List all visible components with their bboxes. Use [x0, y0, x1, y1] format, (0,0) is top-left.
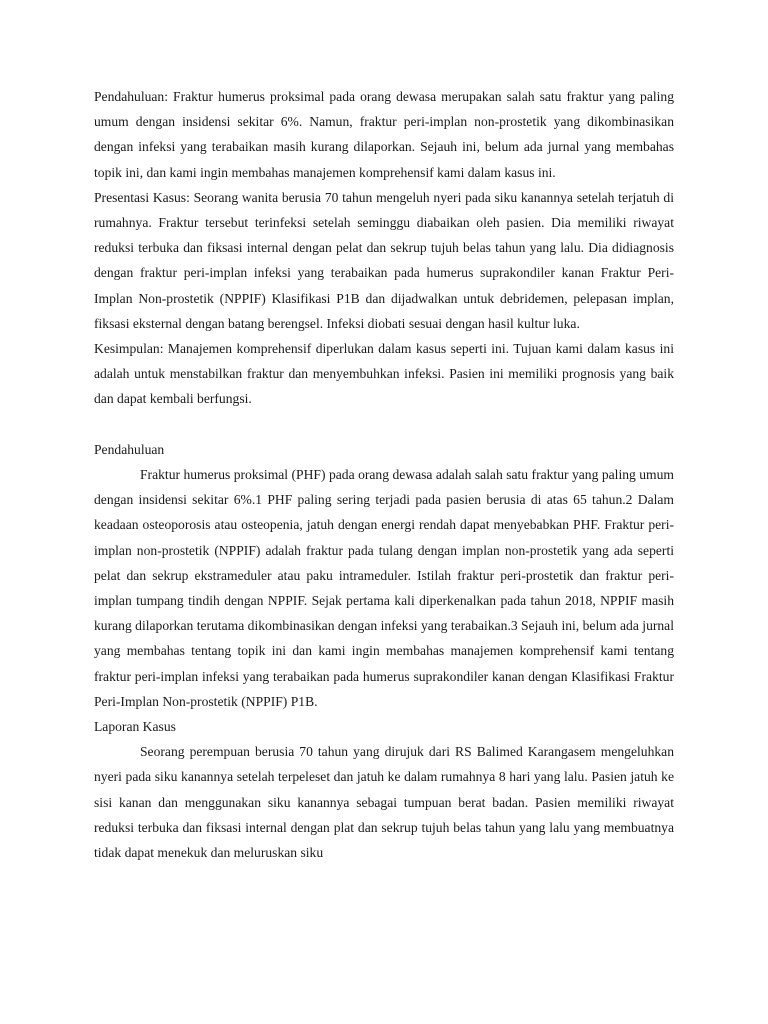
- introduction-paragraph: Fraktur humerus proksimal (PHF) pada orang dewasa adalah salah satu fraktur yang paling umum dengan insidensi sekitar 6%.1 PHF paling sering terjadi pada pasien berusia di atas 65 tahun.2 Dalam keadaan osteoporosis atau osteopenia, jatuh dengan energi rendah dapat menyebabkan PHF. Fraktur peri-implan non-prostetik (NPPIF) adalah fraktur pada tulang dengan implan non-prostetik yang ada seperti pelat dan sekrup ekstrameduler atau paku intrameduler. Istilah fraktur peri-prostetik dan fraktur peri-implan tumpang tindih dengan NPPIF. Sejak pertama kali diperkenalkan pada tahun 2018, NPPIF masih kurang dilaporkan terutama dikombinasikan dengan infeksi yang terabaikan.3 Sejauh ini, belum ada jurnal yang membahas tentang topik ini dan kami ingin membahas manajemen komprehensif kami tentang fraktur peri-implan infeksi yang terabaikan pada humerus suprakondiler kanan dengan Klasifikasi Fraktur Peri-Implan Non-prostetik (NPPIF) P1B.: [94, 467, 674, 709]
- case-report-heading: Laporan Kasus: [94, 719, 176, 735]
- document-page: [94, 84, 674, 865]
- case-report-paragraph: Seorang perempuan berusia 70 tahun yang dirujuk dari RS Balimed Karangasem mengeluhkan nyeri pada siku kanannya setelah terpeleset dan jatuh ke dalam rumahnya 8 hari yang lalu. Pasien jatuh ke sisi kanan dan menggunakan siku kanannya sebagai tumpuan berat badan. Pasien memiliki riwayat reduksi terbuka dan fiksasi internal dengan plat dan sekrup tujuh belas tahun yang lalu yang membuatnya tidak dapat menekuk dan meluruskan siku: [94, 744, 674, 861]
- abstract-case-presentation-paragraph: Presentasi Kasus: Seorang wanita berusia 70 tahun mengeluh nyeri pada siku kanannya setelah terjatuh di rumahnya. Fraktur tersebut terinfeksi setelah seminggu diabaikan oleh pasien. Dia memiliki riwayat reduksi terbuka dan fiksasi internal dengan pelat dan sekrup tujuh belas tahun yang lalu. Dia didiagnosis dengan fraktur peri-implan infeksi yang terabaikan pada humerus suprakondiler kanan Fraktur Peri-Implan Non-prostetik (NPPIF) Klasifikasi P1B dan dijadwalkan untuk debridemen, pelepasan implan, fiksasi eksternal dengan batang berengsel. Infeksi diobati sesuai dengan hasil kultur luka.: [94, 189, 674, 331]
- introduction-heading: Pendahuluan: [94, 441, 165, 457]
- abstract-introduction-paragraph: Pendahuluan: Fraktur humerus proksimal pada orang dewasa merupakan salah satu fraktur yang paling umum dengan insidensi sekitar 6%. Namun, fraktur peri-implan non-prostetik yang dikombinasikan dengan infeksi yang terabaikan masih kurang dilaporkan. Sejauh ini, belum ada jurnal yang membahas topik ini, dan kami ingin membahas manajemen komprehensif kami dalam kasus ini.: [94, 89, 674, 180]
- abstract-conclusion-paragraph: Kesimpulan: Manajemen komprehensif diperlukan dalam kasus seperti ini. Tujuan kami dalam kasus ini adalah untuk menstabilkan fraktur dan menyembuhkan infeksi. Pasien ini memiliki prognosis yang baik dan dapat kembali berfungsi.: [94, 341, 674, 407]
- section-spacer: [94, 412, 674, 437]
